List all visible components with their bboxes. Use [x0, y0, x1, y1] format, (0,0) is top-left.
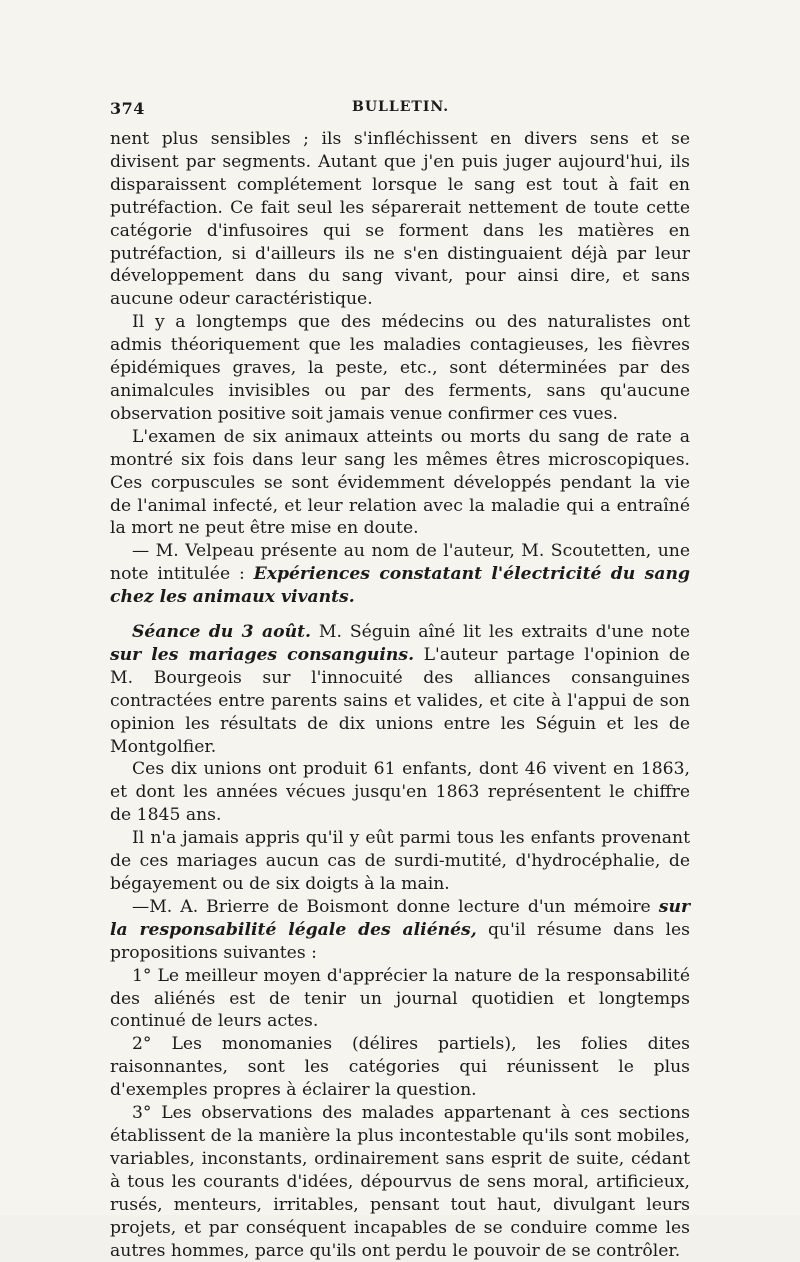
note-title: sur les mariages consanguins.: [110, 644, 415, 665]
paragraph: —M. A. Brierre de Boismont donne lecture d'un mémoire sur la responsabilité légale des aliénés, qu'il résume dans les propositions suivantes :: [110, 896, 690, 963]
paragraph: Ces dix unions ont produit 61 enfants, dont 46 vivent en 1863, et dont les années vécues jusqu'en 1863 représentent le chiffre de 1845 ans.: [110, 759, 690, 826]
paragraph: Il y a longtemps que des médecins ou des naturalistes ont admis théoriquement que les maladies contagieuses, les fièvres épidémiques graves, la peste, etc., sont déterminées par des animalcules invisibles ou par des ferments, sans qu'aucune observation positive soit jamais venue confirmer ces vues.: [110, 312, 690, 424]
memoire-title: sur la responsabilité légale des aliénés,: [110, 896, 690, 940]
seance-date: Séance du 3 août.: [132, 622, 312, 643]
paragraph: Il n'a jamais appris qu'il y eût parmi tous les enfants provenant de ces mariages aucun cas de surdi-mutité, d'hydrocéphalie, de bégayement ou de six doigts à la main.: [110, 828, 690, 894]
paragraph: nent plus sensibles ; ils s'infléchissent en divers sens et se divisent par segments. Autant que j'en puis juger aujourd'hui, ils disparaissent complétement lorsque le sang est tout à fait en putréfaction. Ce fait seul les séparerait nettement de toute cette catégorie d'infusoires qui se forment dans les matières en putréfaction, si d'ailleurs ils ne s'en distinguaient déjà par leur développement dans du sang vivant, pour ainsi dire, et sans aucune odeur caractéristique.: [110, 129, 690, 310]
proposition-2: 2° Les monomanies (délires partiels), les folies dites raisonnantes, sont les catégories qui réunissent le plus d'exemples propres à éclairer la question.: [110, 1034, 690, 1101]
note-title: Expériences constatant l'électricité du sang chez les animaux vivants.: [110, 564, 690, 608]
running-title: BULLETIN.: [352, 99, 450, 115]
proposition-3: 3° Les observations des malades appartenant à ces sections établissent de la manière la plus incontestable qu'ils sont mobiles, variables, inconstants, ordinairement sans esprit de suite, cédant à tous les courants d'idées, dépourvus de sens moral, artificieux, rusés, menteurs, irritables, pensant tout haut, divulgant leurs projets, et par conséquent incapables de se conduire comme les autres hommes, parce qu'ils ont perdu le pouvoir de se contrôler.: [110, 1103, 690, 1261]
paragraph: — M. Velpeau présente au nom de l'auteur, M. Scoutetten, une note intitulée : Expériences constatant l'électricité du sang chez les animaux vivants.: [110, 541, 690, 608]
paragraph: L'examen de six animaux atteints ou morts du sang de rate a montré six fois dans leur sang les mêmes êtres microscopiques. Ces corpuscules se sont évidemment développés pendant la vie de l'animal infecté, et leur relation avec la maladie qui a entraîné la mort ne peut être mise en doute.: [110, 426, 690, 539]
page-header: [110, 99, 688, 121]
page-number: 374: [110, 99, 145, 118]
body-text: [110, 128, 690, 1262]
paragraph-seance: Séance du 3 août. M. Séguin aîné lit les extraits d'une note sur les mariages consanguins. L'auteur partage l'opinion de M. Bourgeois sur l'innocuité des alliances consanguines contractées entre parents sains et valides, et cite à l'appui de son opinion les résultats de dix unions entre les Séguin et les de Montgolfier.: [110, 622, 690, 757]
proposition-1: 1° Le meilleur moyen d'apprécier la nature de la responsabilité des aliénés est de tenir un journal quotidien et longtemps continué de leurs actes.: [110, 965, 690, 1032]
